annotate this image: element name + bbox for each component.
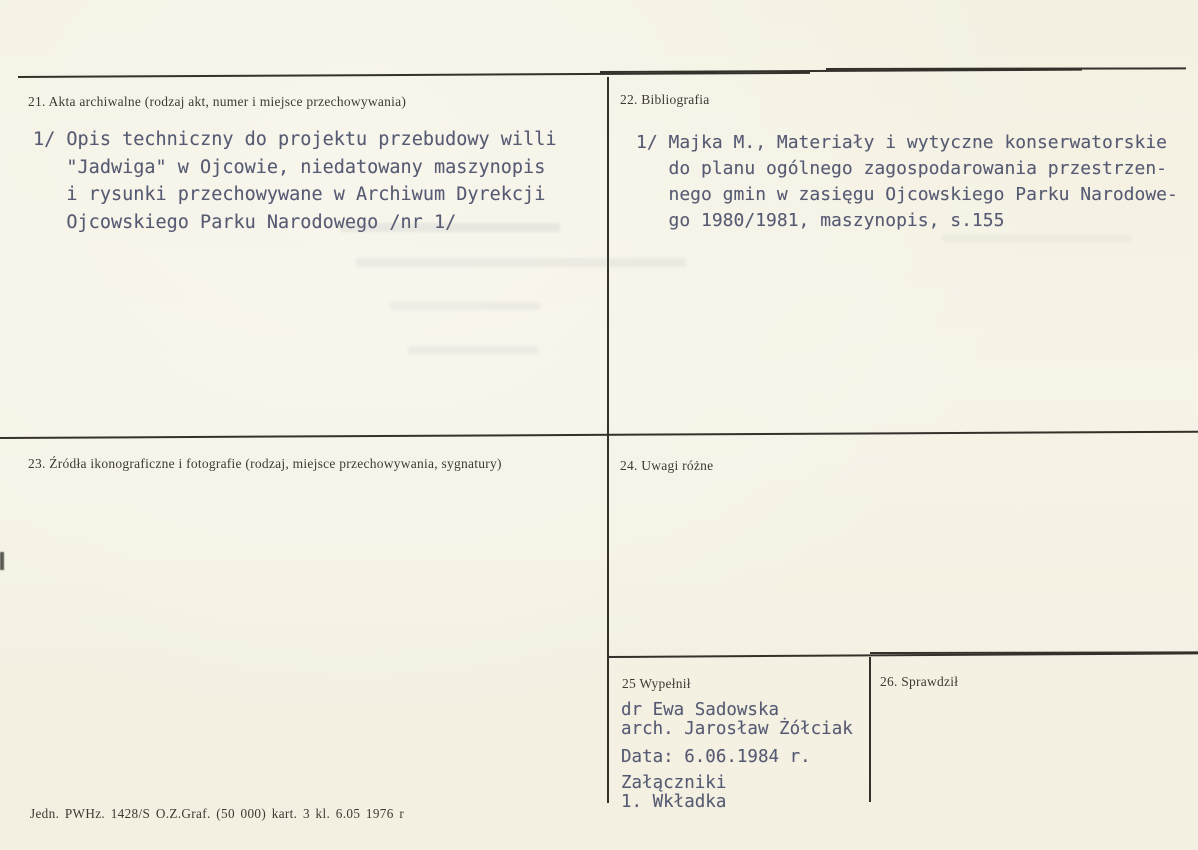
typewritten-line: 1. Wkładka bbox=[621, 792, 727, 812]
section-25-26-divider bbox=[869, 657, 871, 802]
typewritten-line: do planu ogólnego zagospodarowania przestrzen- bbox=[668, 158, 1167, 179]
field-25-value bbox=[621, 701, 853, 812]
typewritten-line: dr Ewa Sadowska bbox=[621, 700, 780, 720]
typewritten-line: arch. Jarosław Żółciak bbox=[621, 719, 853, 739]
field-26-label: 26. Sprawdził bbox=[880, 674, 959, 689]
typewritten-line: Ojcowskiego Parku Narodowego /nr 1/ bbox=[66, 211, 457, 233]
print-shop-imprint: Jedn. PWHz. 1428/S O.Z.Graf. (50 000) kart. 3 kl. 6.05 1976 r bbox=[30, 806, 405, 821]
bleedthrough-smudge bbox=[356, 258, 686, 267]
typewritten-line: Załączniki bbox=[621, 773, 727, 793]
bleedthrough-smudge bbox=[408, 346, 538, 354]
typewritten-line: i rysunki przechowywane w Archiwum Dyrekcji bbox=[66, 184, 546, 205]
bleedthrough-smudge bbox=[390, 302, 540, 310]
top-border-line bbox=[18, 72, 810, 78]
field-22-value bbox=[636, 130, 1178, 234]
top-border-line-right bbox=[826, 67, 1186, 70]
typewritten-line: nego gmin w zasięgu Ojcowskiego Parku Narodowe- bbox=[668, 184, 1178, 205]
bleedthrough-smudge bbox=[942, 234, 1132, 242]
center-column-divider bbox=[607, 77, 609, 803]
middle-row-divider bbox=[0, 431, 1198, 439]
typewritten-line: "Jadwiga" w Ojcowie, niedatowany maszynopis bbox=[66, 156, 546, 178]
field-23-label: 23. Źródła ikonograficzne i fotografie (rodzaj, miejsce przechowywania, sygnatury) bbox=[28, 456, 502, 471]
typewritten-line: 1/ Majka M., Materiały i wytyczne konserwatorskie bbox=[636, 132, 1168, 153]
field-21-value bbox=[33, 126, 556, 236]
field-21-label: 21. Akta archiwalne (rodzaj akt, numer i miejsce przechowywania) bbox=[28, 94, 407, 109]
typewritten-line: go 1980/1981, maszynopis, s.155 bbox=[668, 210, 1005, 231]
field-22-label: 22. Bibliografia bbox=[620, 92, 710, 107]
scan-artifact bbox=[0, 552, 4, 570]
typewritten-line: 1/ Opis techniczny do projektu przebudowy willi bbox=[33, 129, 557, 150]
typewritten-line: Data: 6.06.1984 r. bbox=[621, 747, 811, 767]
field-25-label: 25 Wypełnił bbox=[622, 676, 691, 691]
field-24-label: 24. Uwagi różne bbox=[620, 458, 714, 473]
bleedthrough-smudge bbox=[340, 223, 560, 232]
